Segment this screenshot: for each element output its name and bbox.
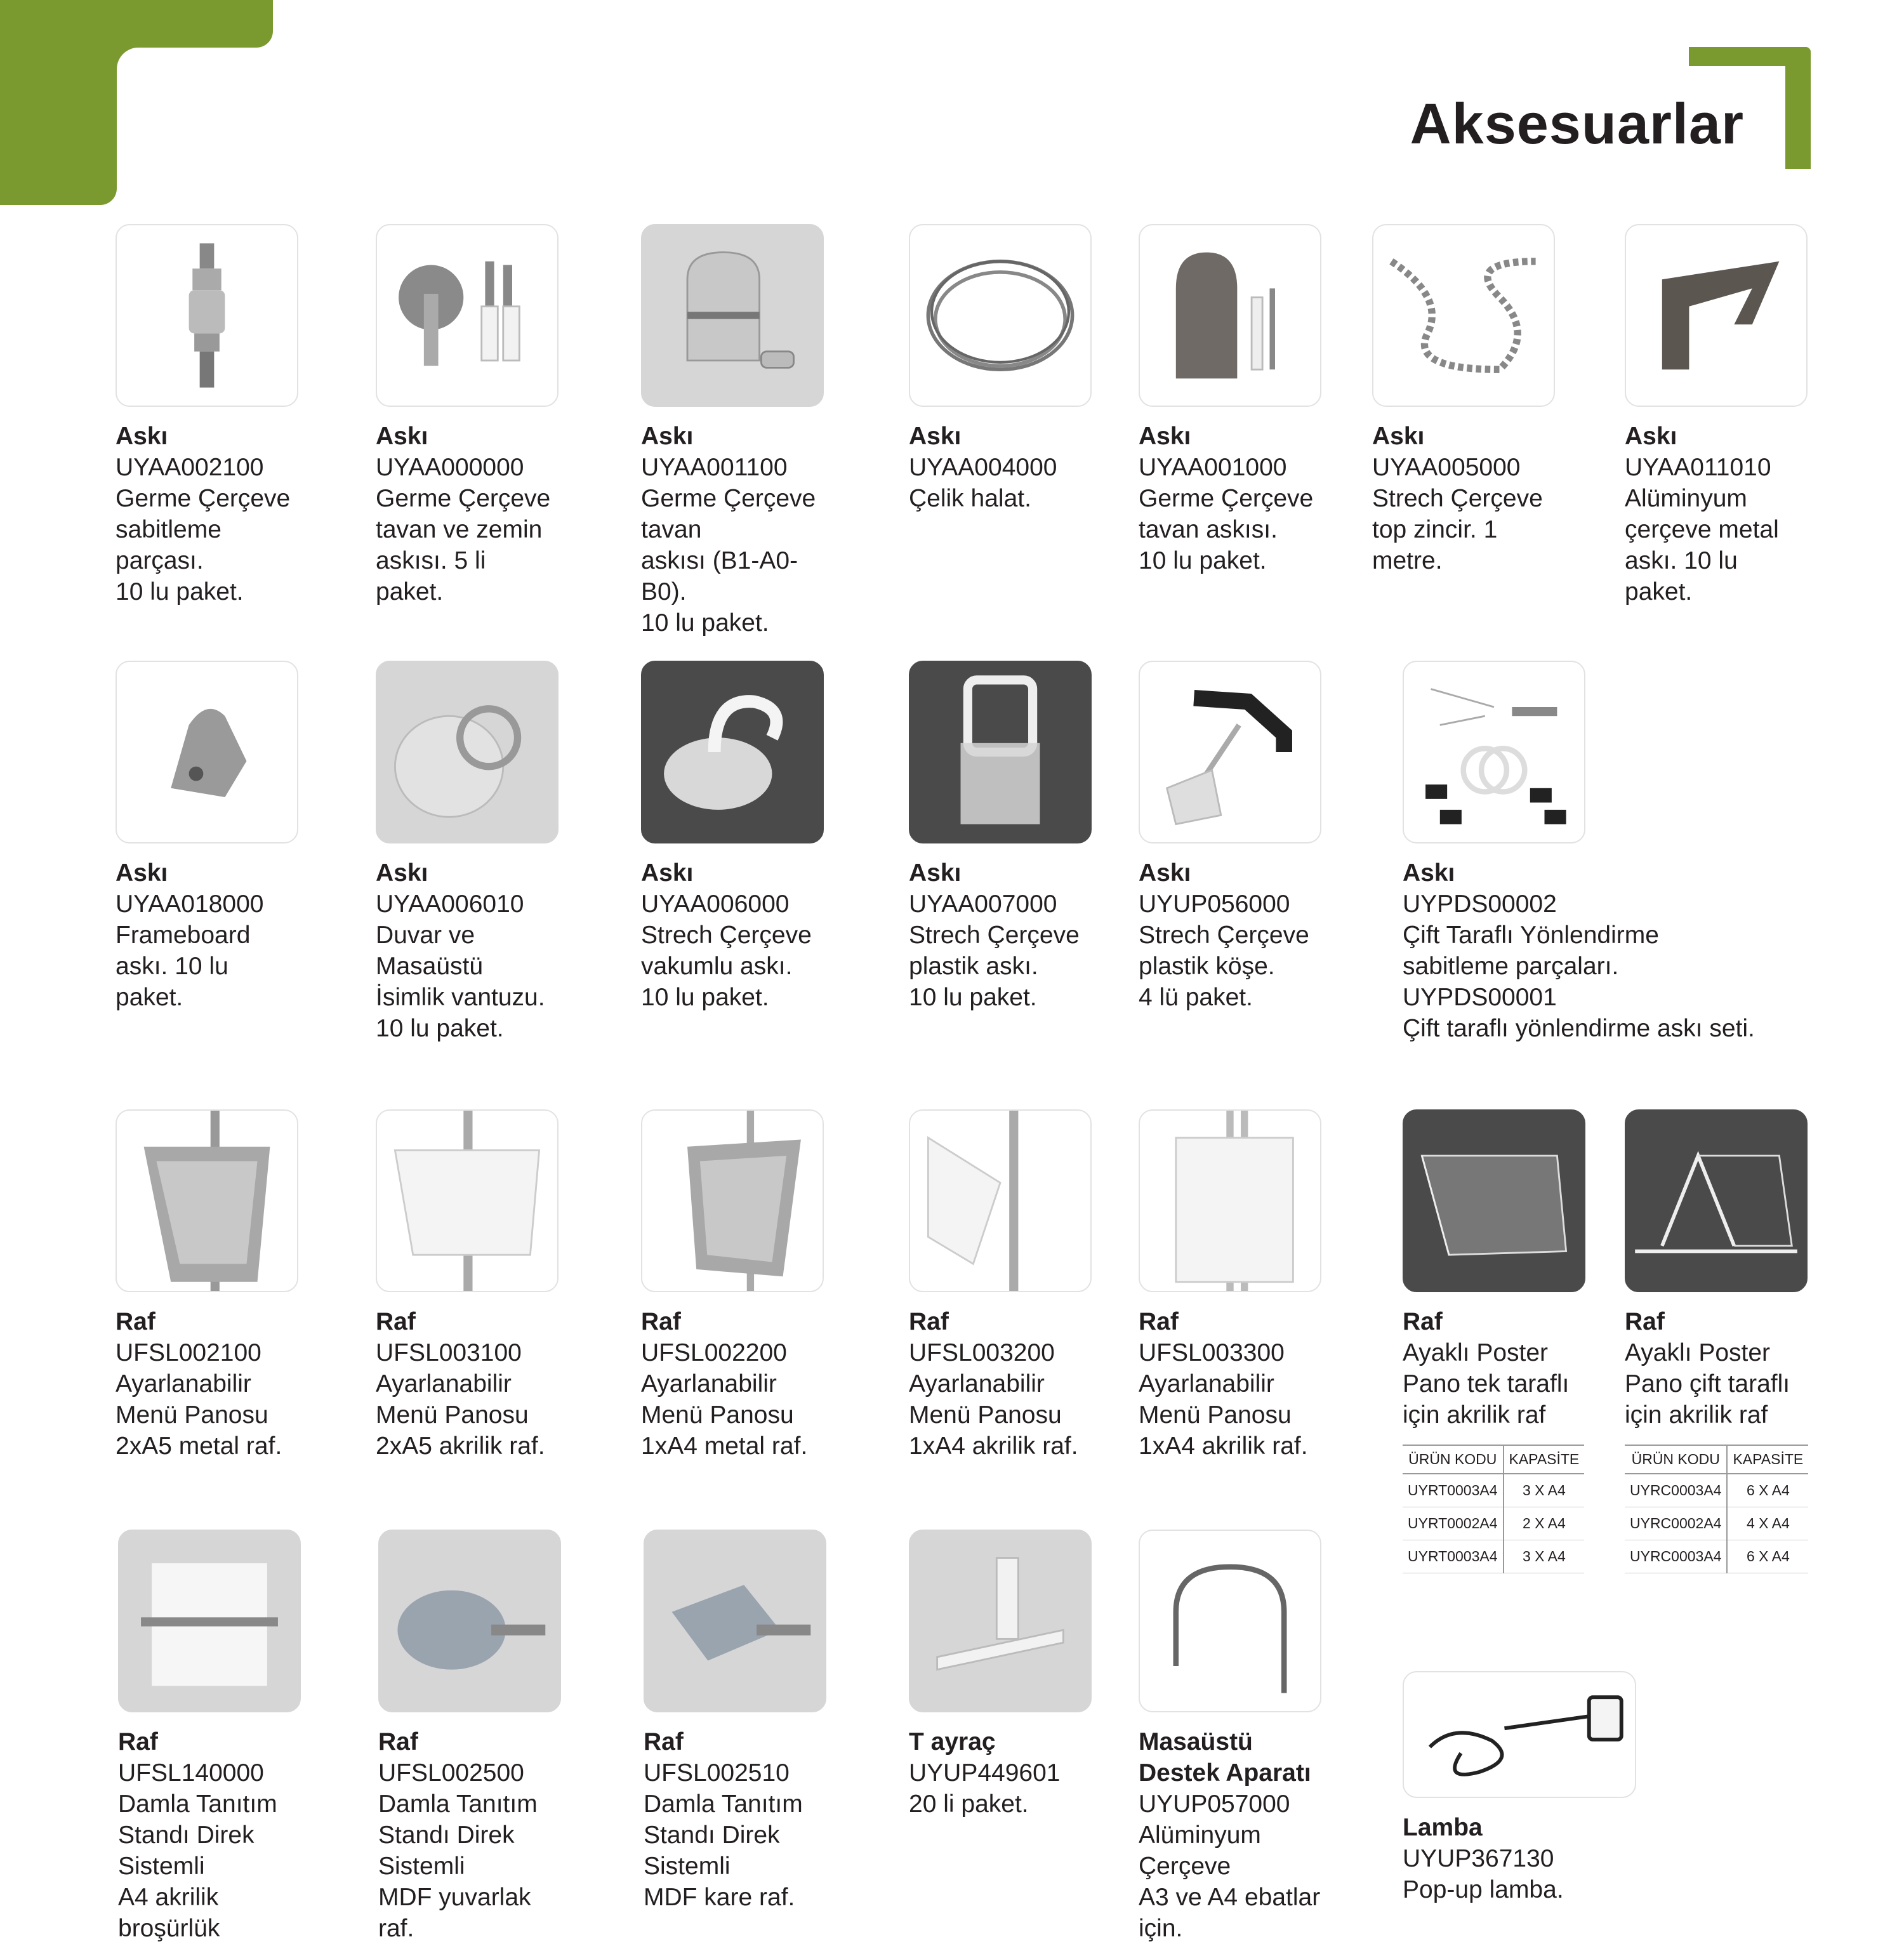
product-name: Raf <box>1139 1308 1179 1335</box>
product-card[interactable] <box>909 1530 1093 1820</box>
product-description <box>1403 857 1815 1044</box>
product-name: Raf <box>1403 1308 1443 1335</box>
product-code-cell: UYRT0003A4 <box>1403 1540 1504 1573</box>
product-code-cell: UYRC0003A4 <box>1625 1474 1727 1507</box>
table-row <box>1625 1474 1808 1507</box>
capacity-cell: 3 X A4 <box>1504 1540 1585 1573</box>
table-header: ÜRÜN KODU <box>1625 1445 1727 1474</box>
product-card[interactable] <box>641 661 825 1013</box>
product-description <box>1403 1812 1637 1905</box>
product-detail: Germe Çerçeve <box>376 485 551 512</box>
product-code: UYAA011010 <box>1625 454 1771 481</box>
product-description <box>641 857 825 1013</box>
product-description <box>116 1306 300 1462</box>
product-code: UYAA005000 <box>1372 454 1521 481</box>
table-row <box>1403 1474 1584 1507</box>
product-detail: Çift Taraflı Yönlendirme <box>1403 922 1659 949</box>
product-detail: plastik askı. <box>909 953 1038 980</box>
product-image <box>118 1530 301 1712</box>
product-image <box>1403 1671 1636 1798</box>
table-row <box>1625 1540 1808 1573</box>
product-description <box>1139 1726 1323 1944</box>
page-title: Aksesuarlar <box>1410 93 1744 156</box>
product-detail: Germe Çerçeve <box>116 485 291 512</box>
product-detail: Menü Panosu <box>909 1401 1062 1429</box>
product-description <box>118 1726 302 1944</box>
product-name: Askı <box>1139 423 1191 450</box>
product-image <box>1403 661 1585 843</box>
product-description <box>376 421 560 607</box>
product-card[interactable] <box>1403 661 1815 1044</box>
product-detail: askı. 10 lu paket. <box>116 953 228 1011</box>
product-detail: Damla Tanıtım <box>118 1790 277 1818</box>
product-card[interactable] <box>909 661 1093 1013</box>
product-code-cell: UYRT0002A4 <box>1403 1507 1504 1540</box>
table-row <box>1403 1540 1584 1573</box>
table-row <box>1403 1507 1584 1540</box>
product-detail: Duvar ve Masaüstü <box>376 922 484 980</box>
product-code: UYAA018000 <box>116 890 264 918</box>
product-name: T ayraç <box>909 1728 996 1756</box>
product-code: UFSL002500 <box>378 1759 524 1787</box>
product-detail: 10 lu paket. <box>1139 547 1267 574</box>
product-detail: 1xA4 akrilik raf. <box>1139 1432 1308 1460</box>
product-image <box>378 1530 561 1712</box>
product-detail: askısı. 5 li paket. <box>376 547 486 605</box>
product-description <box>1139 421 1323 576</box>
product-code-cell: UYRC0003A4 <box>1625 1540 1727 1573</box>
product-code: UFSL140000 <box>118 1759 264 1787</box>
product-description <box>1139 1306 1323 1462</box>
capacity-cell: 4 X A4 <box>1727 1507 1808 1540</box>
product-image <box>641 224 824 407</box>
product-image <box>1139 224 1321 407</box>
product-detail: 10 lu paket. <box>116 578 244 605</box>
product-detail: Çift taraflı yönlendirme askı seti. <box>1403 1015 1755 1042</box>
product-description <box>909 1726 1093 1820</box>
product-card[interactable] <box>1372 224 1556 576</box>
product-description <box>641 421 825 638</box>
product-name: Masaüstü Destek Aparatı <box>1139 1728 1311 1787</box>
product-detail: çerçeve metal <box>1625 516 1779 543</box>
product-detail: 1xA4 metal raf. <box>641 1432 808 1460</box>
product-code: UYUP367130 <box>1403 1845 1554 1872</box>
product-code: UYAA000000 <box>376 454 524 481</box>
product-name: Raf <box>641 1308 681 1335</box>
table-row <box>1625 1507 1808 1540</box>
capacity-cell: 3 X A4 <box>1504 1474 1585 1507</box>
product-detail: 2xA5 akrilik raf. <box>376 1432 545 1460</box>
product-description <box>909 1306 1093 1462</box>
table-header: KAPASİTE <box>1727 1445 1808 1474</box>
product-code-cell: UYRC0002A4 <box>1625 1507 1727 1540</box>
product-detail: Menü Panosu <box>376 1401 529 1429</box>
product-code: UFSL002100 <box>116 1339 261 1366</box>
product-name: Raf <box>909 1308 949 1335</box>
product-card[interactable] <box>641 224 825 638</box>
product-code: UFSL002200 <box>641 1339 787 1366</box>
product-description <box>1625 1306 1809 1431</box>
product-card[interactable] <box>376 224 560 607</box>
product-card[interactable] <box>1139 1530 1323 1944</box>
product-detail: Damla Tanıtım <box>378 1790 538 1818</box>
product-image <box>641 661 824 843</box>
product-description <box>376 1306 560 1462</box>
product-description <box>116 421 300 607</box>
product-image <box>376 661 559 843</box>
product-card[interactable] <box>1139 224 1323 576</box>
product-card[interactable] <box>1625 224 1809 607</box>
product-name: Raf <box>1625 1308 1665 1335</box>
product-detail: Strech Çerçeve <box>641 922 812 949</box>
product-name: Askı <box>1372 423 1425 450</box>
capacity-cell: 6 X A4 <box>1727 1474 1808 1507</box>
product-detail: Ayarlanabilir <box>641 1370 777 1398</box>
product-detail: Standı Direk Sistemli <box>118 1822 255 1880</box>
product-image <box>909 1109 1092 1292</box>
product-image <box>116 661 298 843</box>
product-image <box>909 224 1092 407</box>
product-name: Askı <box>1139 859 1191 887</box>
corner-decoration <box>117 48 168 98</box>
product-detail: Ayarlanabilir <box>376 1370 512 1398</box>
product-card[interactable] <box>909 224 1093 514</box>
product-name: Raf <box>378 1728 418 1756</box>
product-detail: Damla Tanıtım <box>644 1790 803 1818</box>
product-detail: askı. 10 lu paket. <box>1625 547 1738 605</box>
product-description <box>1625 421 1809 607</box>
product-code: Ayaklı Poster <box>1403 1339 1549 1366</box>
product-card[interactable] <box>1403 1671 1637 1905</box>
product-card[interactable] <box>1139 1109 1323 1462</box>
product-detail: Ayarlanabilir <box>116 1370 251 1398</box>
product-description <box>376 857 560 1044</box>
product-code: UYAA006010 <box>376 890 524 918</box>
product-name: Askı <box>641 423 694 450</box>
product-name: Raf <box>116 1308 155 1335</box>
product-detail: 2xA5 metal raf. <box>116 1432 282 1460</box>
product-image <box>1625 1109 1808 1292</box>
product-detail: Pop-up lamba. <box>1403 1876 1564 1903</box>
capacity-cell: 6 X A4 <box>1727 1540 1808 1573</box>
product-card[interactable] <box>116 661 300 1013</box>
product-detail: A3 ve A4 ebatlar için. <box>1139 1884 1321 1942</box>
product-card[interactable] <box>1625 1109 1809 1431</box>
product-code: UYAA001100 <box>641 454 788 481</box>
product-code: UFSL003300 <box>1139 1339 1285 1366</box>
product-name: Askı <box>116 423 168 450</box>
product-detail: tavan ve zemin <box>376 516 543 543</box>
product-detail: Menü Panosu <box>641 1401 794 1429</box>
product-card[interactable] <box>376 1109 560 1462</box>
product-image <box>909 1530 1092 1712</box>
product-detail: Standı Direk Sistemli <box>378 1822 515 1880</box>
table-header: ÜRÜN KODU <box>1403 1445 1504 1474</box>
product-detail: Ayarlanabilir <box>1139 1370 1274 1398</box>
product-code: UYPDS00002 <box>1403 890 1557 918</box>
table-header: KAPASİTE <box>1504 1445 1585 1474</box>
product-code: UYUP056000 <box>1139 890 1290 918</box>
product-detail: 10 lu paket. <box>909 984 1037 1011</box>
product-image <box>1403 1109 1585 1292</box>
product-image <box>644 1530 826 1712</box>
product-name: Askı <box>909 859 962 887</box>
corner-decoration <box>0 0 117 205</box>
product-description <box>1139 857 1323 1013</box>
product-card[interactable] <box>116 1109 300 1462</box>
product-detail: 1xA4 akrilik raf. <box>909 1432 1078 1460</box>
capacity-table <box>1625 1445 1808 1573</box>
product-detail: vakumlu askı. <box>641 953 793 980</box>
product-card[interactable] <box>1403 1109 1587 1431</box>
product-detail: Alüminyum <box>1625 485 1747 512</box>
product-detail: askısı (B1-A0-B0). <box>641 547 798 605</box>
product-detail: top zincir. 1 metre. <box>1372 516 1498 574</box>
product-name: Raf <box>376 1308 416 1335</box>
product-detail: Frameboard <box>116 922 251 949</box>
product-card[interactable] <box>644 1530 828 1913</box>
product-detail: Standı Direk Sistemli <box>644 1822 780 1880</box>
product-detail: Strech Çerçeve <box>1372 485 1543 512</box>
product-image <box>116 224 298 407</box>
product-description <box>116 857 300 1013</box>
product-name: Askı <box>1625 423 1677 450</box>
product-name: Askı <box>1403 859 1455 887</box>
product-detail: Pano tek taraflı <box>1403 1370 1570 1398</box>
product-image <box>641 1109 824 1292</box>
product-card[interactable] <box>118 1530 302 1944</box>
product-detail: Strech Çerçeve <box>909 922 1080 949</box>
product-name: Raf <box>644 1728 684 1756</box>
product-description <box>909 857 1093 1013</box>
product-detail: için akrilik raf <box>1403 1401 1546 1429</box>
product-detail: plastik köşe. <box>1139 953 1275 980</box>
product-detail: Germe Çerçeve <box>1139 485 1314 512</box>
product-detail: İsimlik vantuzu. <box>376 984 545 1011</box>
product-detail: 10 lu paket. <box>376 1015 504 1042</box>
product-detail: 10 lu paket. <box>641 609 769 637</box>
product-code: UYAA004000 <box>909 454 1057 481</box>
product-card[interactable] <box>378 1530 562 1944</box>
product-detail: için akrilik raf <box>1625 1401 1768 1429</box>
product-description <box>378 1726 562 1944</box>
product-description <box>1372 421 1556 576</box>
product-description <box>1403 1306 1587 1431</box>
product-image <box>376 1109 559 1292</box>
product-image <box>1625 224 1808 407</box>
product-detail: Menü Panosu <box>116 1401 268 1429</box>
product-name: Askı <box>116 859 168 887</box>
product-detail: Menü Panosu <box>1139 1401 1292 1429</box>
product-code-cell: UYRT0003A4 <box>1403 1474 1504 1507</box>
product-detail: 10 lu paket. <box>641 984 769 1011</box>
product-card[interactable] <box>909 1109 1093 1462</box>
capacity-table <box>1403 1445 1584 1573</box>
product-description <box>909 421 1093 514</box>
product-description <box>641 1306 825 1462</box>
product-image <box>116 1109 298 1292</box>
product-card[interactable] <box>376 661 560 1044</box>
product-code: UYAA001000 <box>1139 454 1287 481</box>
product-code: UYAA007000 <box>909 890 1057 918</box>
product-code: UFSL002510 <box>644 1759 790 1787</box>
product-detail: 4 lü paket. <box>1139 984 1253 1011</box>
product-code: UYUP057000 <box>1139 1790 1290 1818</box>
product-detail: Çelik halat. <box>909 485 1031 512</box>
product-name: Askı <box>376 859 428 887</box>
capacity-cell: 2 X A4 <box>1504 1507 1585 1540</box>
product-code: UYAA002100 <box>116 454 264 481</box>
product-detail: 20 li paket. <box>909 1790 1029 1818</box>
product-detail: tavan askısı. <box>1139 516 1278 543</box>
product-detail: Ayarlanabilir <box>909 1370 1045 1398</box>
product-image <box>1372 224 1555 407</box>
product-image <box>376 224 559 407</box>
product-description <box>644 1726 828 1913</box>
product-name: Askı <box>641 859 694 887</box>
product-detail: Alüminyum Çerçeve <box>1139 1822 1261 1880</box>
product-name: Lamba <box>1403 1814 1483 1841</box>
product-card[interactable] <box>1139 661 1323 1013</box>
product-card[interactable] <box>641 1109 825 1462</box>
product-code: Ayaklı Poster <box>1625 1339 1771 1366</box>
product-detail: MDF yuvarlak raf. <box>378 1884 531 1942</box>
product-image <box>909 661 1092 843</box>
product-code: UYUP449601 <box>909 1759 1061 1787</box>
product-code: UFSL003100 <box>376 1339 522 1366</box>
product-name: Raf <box>118 1728 158 1756</box>
product-code: UFSL003200 <box>909 1339 1055 1366</box>
product-card[interactable] <box>116 224 300 607</box>
product-detail: Strech Çerçeve <box>1139 922 1309 949</box>
product-name: Askı <box>376 423 428 450</box>
product-detail: A4 akrilik broşürlük <box>118 1884 220 1942</box>
product-detail: sabitleme parçası. <box>116 516 221 574</box>
product-detail: Pano çift taraflı <box>1625 1370 1790 1398</box>
product-detail: sabitleme parçaları. <box>1403 953 1619 980</box>
product-name: Askı <box>909 423 962 450</box>
product-image <box>1139 1530 1321 1712</box>
product-code: UYAA006000 <box>641 890 790 918</box>
product-image <box>1139 661 1321 843</box>
product-image <box>1139 1109 1321 1292</box>
product-detail: MDF kare raf. <box>644 1884 795 1911</box>
product-detail: UYPDS00001 <box>1403 984 1557 1011</box>
product-detail: Germe Çerçeve tavan <box>641 485 816 543</box>
